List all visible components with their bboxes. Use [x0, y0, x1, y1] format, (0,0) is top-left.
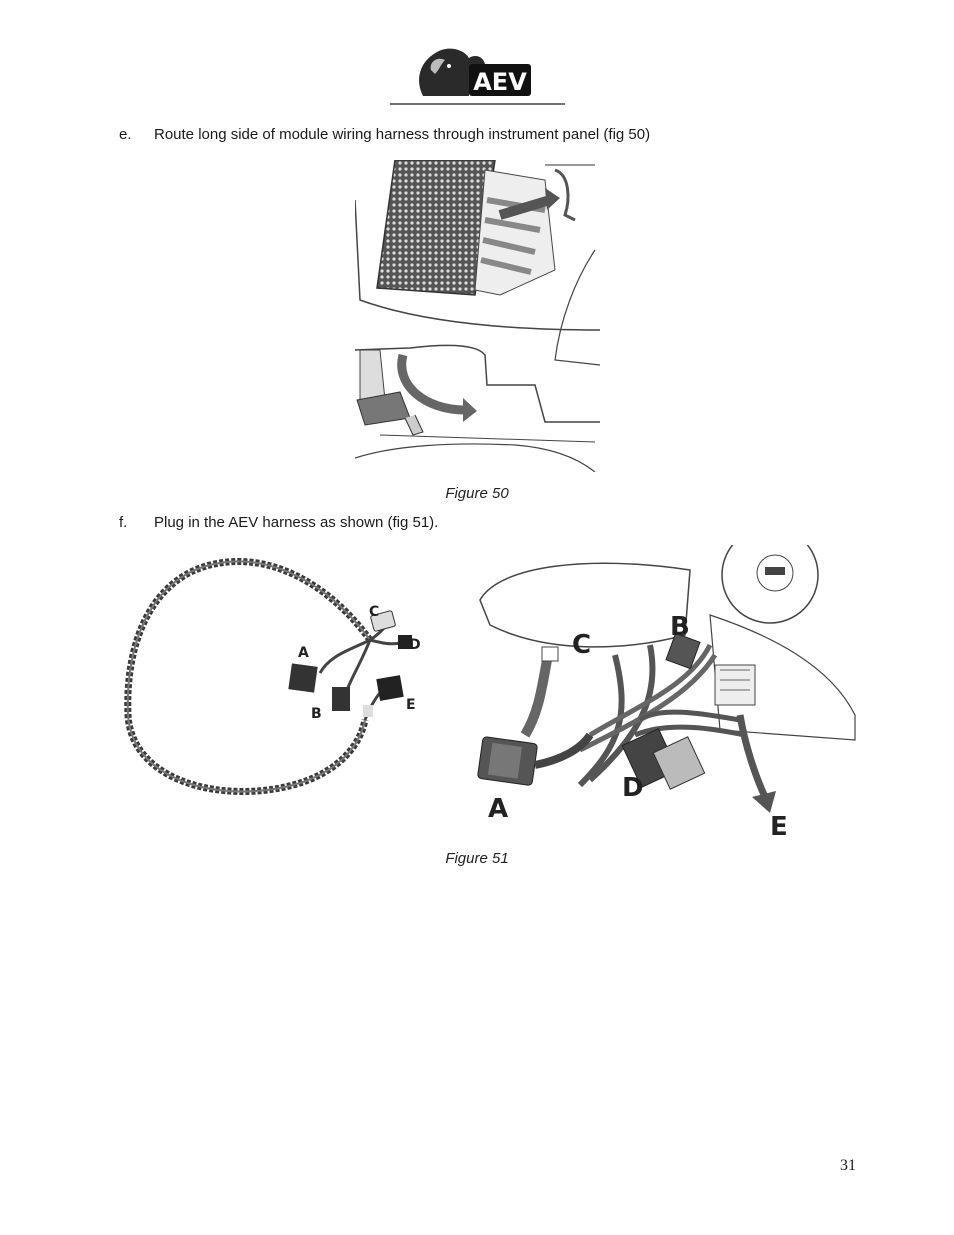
right-label-c: C — [572, 630, 592, 660]
step-e-text: Route long side of module wiring harness through instrument panel (fig 50) — [154, 126, 651, 143]
figure-50-caption: Figure 50 — [445, 485, 509, 502]
left-label-a: A — [298, 645, 309, 661]
left-label-c: C — [369, 604, 380, 620]
figure-51-install-illustration — [470, 545, 860, 845]
right-label-b: B — [670, 612, 690, 642]
figure-51-harness-photo — [120, 555, 430, 805]
right-label-a: A — [488, 794, 509, 824]
right-label-d: D — [622, 773, 644, 803]
page-number: 31 — [840, 1157, 856, 1174]
figure-50-illustration — [355, 160, 600, 472]
left-label-e: E — [406, 697, 416, 713]
logo-wordmark: AEV — [473, 68, 527, 96]
left-label-d: D — [409, 637, 421, 653]
step-e-letter: e. — [119, 126, 132, 143]
aev-logo — [385, 40, 570, 110]
figure-51-caption: Figure 51 — [445, 850, 509, 867]
left-label-b: B — [311, 706, 322, 722]
step-f-text: Plug in the AEV harness as shown (fig 51). — [154, 514, 439, 531]
right-label-e: E — [770, 812, 788, 842]
step-f-letter: f. — [119, 514, 128, 531]
